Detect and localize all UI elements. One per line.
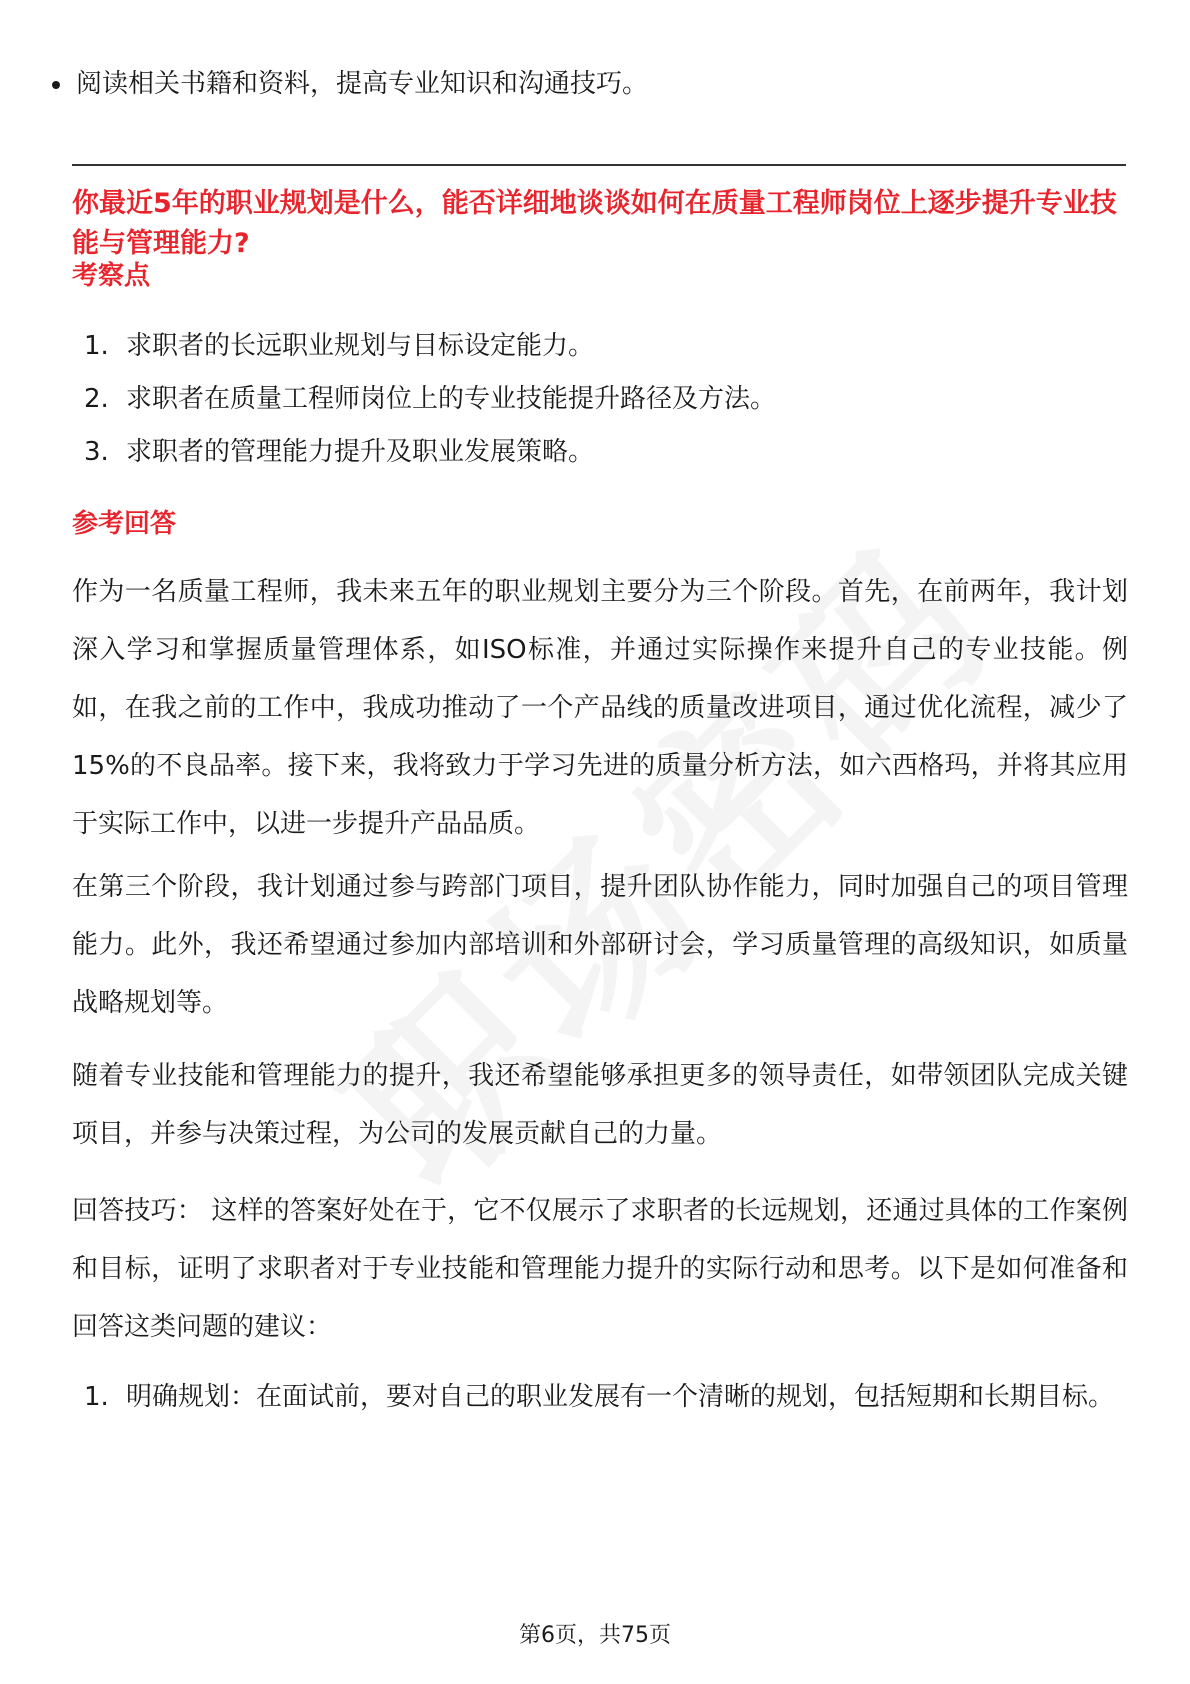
answer-tips-paragraph: 回答技巧： 这样的答案好处在于，它不仅展示了求职者的长远规划，还通过具体的工作案例和目标，证明了求职者对于专业技能和管理能力提升的实际行动和思考。以下是如何准备和回答这类问题的建议：: [72, 1196, 1128, 1342]
list-text: 求职者在质量工程师岗位上的专业技能提升路径及方法。: [126, 384, 777, 414]
list-text: 明确规划：在面试前，要对自己的职业发展有一个清晰的规划，包括短期和长期目标。: [126, 1382, 1115, 1412]
list-number: 1.: [84, 331, 109, 361]
list-item: 阅读相关书籍和资料，提高专业知识和沟通技巧。: [52, 66, 648, 102]
answer-paragraph: 作为一名质量工程师，我未来五年的职业规划主要分为三个阶段。首先，在前两年，我计划深入学习和掌握质量管理体系，如ISO标准，并通过实际操作来提升自己的专业技能。例如，在我之前的工作中，我成功推动了一个产品线的质量改进项目，通过优化流程，减少了15%的不良品率。接下来，我将致力于学习先进的质量分析方法，如六西格玛，并将其应用于实际工作中，以进一步提升产品品质。: [72, 577, 1128, 839]
advice-list: [84, 1369, 1126, 1425]
answer-paragraph: 在第三个阶段，我计划通过参与跨部门项目，提升团队协作能力，同时加强自己的项目管理能力。此外，我还希望通过参加内部培训和外部研讨会，学习质量管理的高级知识，如质量战略规划等。: [72, 872, 1128, 1018]
list-item: [84, 434, 776, 470]
reference-answer-heading: 参考回答: [72, 509, 177, 539]
list-item: [84, 1369, 1126, 1425]
list-item: [84, 328, 776, 364]
list-text: 求职者的管理能力提升及职业发展策略。: [126, 437, 595, 467]
list-item: [84, 381, 776, 417]
exam-points-list: [84, 328, 776, 470]
answer-paragraph: 随着专业技能和管理能力的提升，我还希望能够承担更多的领导责任，如带领团队完成关键项目，并参与决策过程，为公司的发展贡献自己的力量。: [72, 1061, 1128, 1149]
section-divider: [72, 164, 1126, 166]
exam-points-heading: 考察点: [72, 261, 151, 291]
question-heading: 你最近5年的职业规划是什么，能否详细地谈谈如何在质量工程师岗位上逐步提升专业技能与管理能力?: [72, 188, 1117, 259]
page-footer: 第6页，共75页: [519, 1623, 671, 1648]
list-number: 3.: [84, 437, 109, 467]
top-bullet-list: [52, 66, 648, 102]
list-number: 1.: [84, 1382, 109, 1412]
list-number: 2.: [84, 384, 109, 414]
list-text: 求职者的长远职业规划与目标设定能力。: [126, 331, 595, 361]
